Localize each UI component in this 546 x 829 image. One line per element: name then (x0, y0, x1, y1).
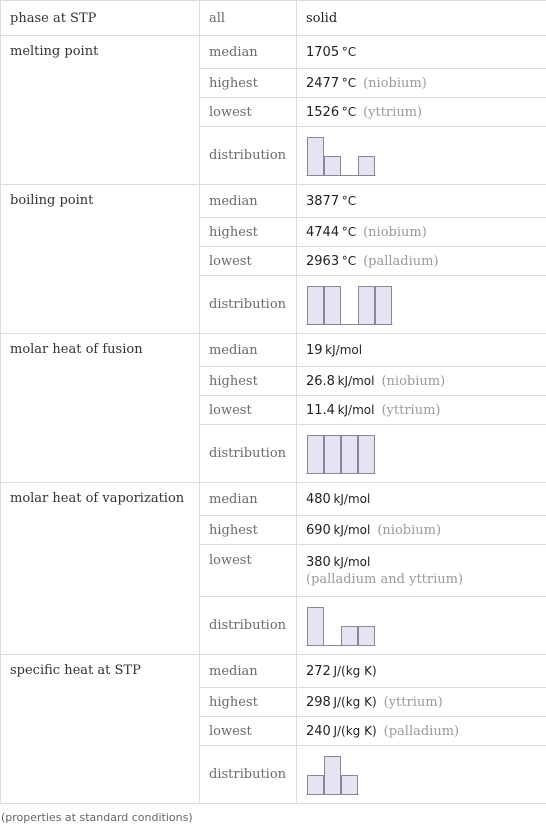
value-note: (niobium) (381, 373, 446, 389)
stat-value-lowest (297, 247, 546, 276)
value-number: 3877 (306, 193, 340, 209)
stat-label-median: median (200, 36, 297, 69)
stat-label-distribution: distribution (200, 746, 297, 804)
stat-value-median (297, 185, 546, 218)
histogram-bar (308, 607, 324, 645)
histogram-bar (342, 626, 358, 645)
stat-label-distribution: distribution (200, 425, 297, 483)
stat-label-lowest: lowest (200, 717, 297, 746)
distribution-cell (297, 425, 546, 483)
stat-value-highest (297, 516, 546, 545)
distribution-cell (297, 127, 546, 185)
stat-value-lowest (297, 545, 546, 597)
value-number: 480 (306, 491, 331, 507)
table-row (1, 334, 546, 367)
value-note: (niobium) (377, 522, 442, 538)
value-number: 240 (306, 723, 331, 739)
histogram-bar (308, 435, 324, 473)
table-row (1, 483, 546, 516)
histogram-bar (325, 756, 341, 794)
stat-value-highest (297, 688, 546, 717)
stat-value-median (297, 655, 546, 688)
value-number: 1705 (306, 44, 340, 60)
header-value: solid (297, 1, 546, 36)
value-note: (niobium) (363, 224, 427, 240)
property-name: molar heat of vaporization (1, 483, 200, 655)
histogram-bar (359, 435, 375, 473)
stat-label-distribution: distribution (200, 127, 297, 185)
property-name: boiling point (1, 185, 200, 334)
histogram-bar (308, 137, 324, 175)
stat-value-median (297, 334, 546, 367)
value-number: 4744 (306, 224, 340, 240)
stat-label-highest: highest (200, 688, 297, 717)
value-unit: J/(kg K) (333, 663, 377, 678)
histogram-bar (325, 286, 341, 324)
table-row (1, 185, 546, 218)
distribution-histogram (306, 136, 376, 176)
value-unit: °C (341, 253, 357, 268)
stat-value-median (297, 483, 546, 516)
stat-value-lowest (297, 717, 546, 746)
stat-label-highest: highest (200, 69, 297, 98)
header-row (1, 1, 546, 36)
value-number: 298 (306, 694, 331, 710)
value-unit: kJ/mol (337, 373, 375, 388)
stat-value-lowest (297, 396, 546, 425)
stat-label-median: median (200, 655, 297, 688)
histogram-bar (342, 775, 358, 794)
value-number: 2963 (306, 253, 340, 269)
distribution-histogram (306, 755, 359, 795)
value-unit: °C (341, 44, 357, 59)
histogram-bar (325, 156, 341, 175)
value-number: 19 (306, 342, 323, 358)
stat-value-highest (297, 367, 546, 396)
footer-note: (properties at standard conditions) (1, 811, 193, 824)
stat-label-highest: highest (200, 516, 297, 545)
stat-value-lowest (297, 98, 546, 127)
distribution-histogram (306, 434, 376, 474)
value-unit: °C (341, 75, 357, 90)
table-row (1, 655, 546, 688)
histogram-bar (325, 435, 341, 473)
value-unit: kJ/mol (337, 402, 375, 417)
histogram-bar (359, 286, 375, 324)
value-note: (palladium and yttrium) (306, 571, 464, 587)
value-number: 2477 (306, 75, 340, 91)
value-number: 690 (306, 522, 331, 538)
value-number: 380 (306, 554, 331, 570)
table-row (1, 36, 546, 69)
value-number: 272 (306, 663, 331, 679)
value-unit: kJ/mol (333, 491, 371, 506)
stat-label-lowest: lowest (200, 545, 297, 597)
histogram-bar (308, 286, 324, 324)
histogram-bar (342, 435, 358, 473)
value-unit: kJ/mol (325, 342, 363, 357)
stat-value-highest (297, 218, 546, 247)
property-name: molar heat of fusion (1, 334, 200, 483)
stat-value-median (297, 36, 546, 69)
value-number: 26.8 (306, 373, 335, 389)
stat-label-distribution: distribution (200, 276, 297, 334)
value-unit: kJ/mol (333, 522, 371, 537)
histogram-bar (308, 775, 324, 794)
property-name: specific heat at STP (1, 655, 200, 804)
value-unit: °C (341, 104, 357, 119)
header-property: phase at STP (1, 1, 200, 36)
stat-label-median: median (200, 334, 297, 367)
stat-label-lowest: lowest (200, 396, 297, 425)
stat-label-highest: highest (200, 218, 297, 247)
stat-value-highest (297, 69, 546, 98)
value-unit: kJ/mol (333, 554, 371, 569)
property-name: melting point (1, 36, 200, 185)
distribution-cell (297, 276, 546, 334)
stat-label-median: median (200, 483, 297, 516)
histogram-bar (359, 626, 375, 645)
header-filter: all (200, 1, 297, 36)
value-number: 1526 (306, 104, 340, 120)
stat-label-distribution: distribution (200, 597, 297, 655)
value-note: (yttrium) (363, 104, 423, 120)
value-note: (niobium) (363, 75, 427, 91)
stat-label-lowest: lowest (200, 98, 297, 127)
distribution-cell (297, 746, 546, 804)
distribution-histogram (306, 285, 393, 325)
distribution-histogram (306, 606, 376, 646)
stat-label-lowest: lowest (200, 247, 297, 276)
stat-label-median: median (200, 185, 297, 218)
value-number: 11.4 (306, 402, 335, 418)
stat-label-highest: highest (200, 367, 297, 396)
histogram-bar (376, 286, 392, 324)
histogram-bar (359, 156, 375, 175)
value-note: (yttrium) (381, 402, 441, 418)
value-unit: J/(kg K) (333, 723, 377, 738)
value-note: (yttrium) (383, 694, 443, 710)
distribution-cell (297, 597, 546, 655)
value-unit: °C (341, 224, 357, 239)
value-unit: °C (341, 193, 357, 208)
value-note: (palladium) (363, 253, 439, 269)
value-unit: J/(kg K) (333, 694, 377, 709)
value-note: (palladium) (383, 723, 460, 739)
